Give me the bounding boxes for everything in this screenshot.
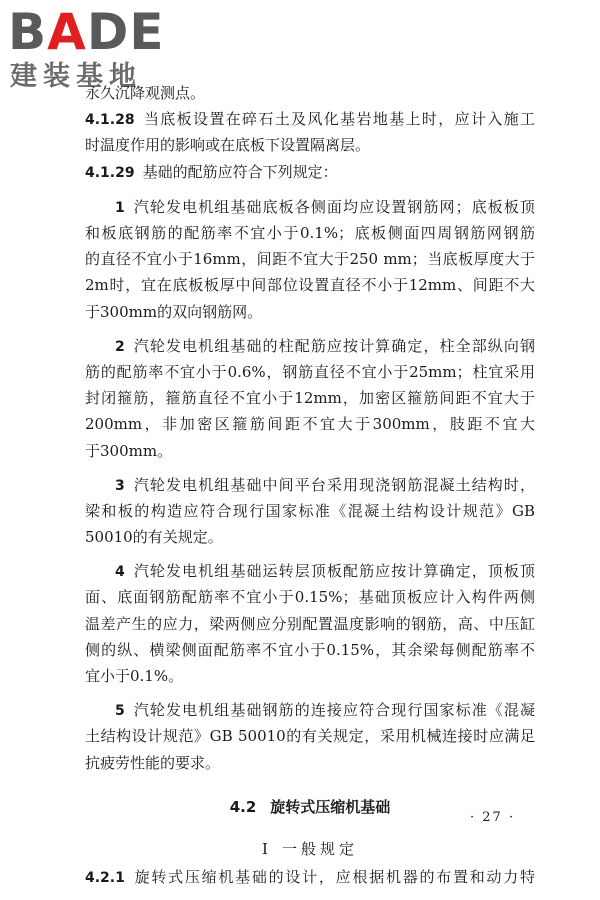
logo-subtitle: 建装基地 <box>10 61 142 92</box>
item-text: 的直径不宜小于16mm，间距不宜大于250 mm；当底板厚度大于 <box>85 250 535 269</box>
clause-4-2-1 <box>85 864 535 890</box>
item-text: 宜小于0.1%。 <box>85 667 184 686</box>
list-item-1 <box>85 194 535 325</box>
item-text: 于300mm的双向钢筋网。 <box>85 302 263 321</box>
item-number: 5 <box>115 703 125 720</box>
clause-number: 4.1.29 <box>85 164 135 181</box>
item-number: 1 <box>115 199 125 216</box>
item-text: 土结构设计规范》GB 50010的有关规定，采用机械连接时应满足 <box>85 727 535 746</box>
clause-number: 4.1.28 <box>85 112 135 129</box>
document-page <box>85 80 535 890</box>
item-text: 200mm，非加密区箍筋间距不宜大于300mm，肢距不宜大 <box>85 415 535 434</box>
clause-text: 当底板设置在碎石土及风化基岩地基上时，应计入施工 <box>142 110 535 129</box>
page-number: · 27 · <box>470 810 516 825</box>
item-text: 封闭箍筋，箍筋直径不宜小于12mm，加密区箍筋间距不宜大于 <box>85 389 535 408</box>
item-text: 50010的有关规定。 <box>85 528 223 547</box>
list-item-3 <box>85 472 535 551</box>
clause-number: 4.2.1 <box>85 870 125 887</box>
item-number: 4 <box>115 564 125 581</box>
list-item-2 <box>85 333 535 464</box>
item-text: 温差产生的应力，梁两侧应分别配置温度影响的钢筋，高、中压缸 <box>85 614 535 633</box>
item-text: 汽轮发电机组基础钢筋的连接应符合现行国家标准《混凝 <box>132 701 535 720</box>
item-text: 抗疲劳性能的要求。 <box>85 753 221 772</box>
item-number: 2 <box>115 338 125 355</box>
subsection-title: 一般规定 <box>281 840 358 859</box>
clause-text: 旋转式压缩机基础的设计，应根据机器的布置和动力特 <box>132 868 535 887</box>
clause-4-1-29 <box>85 159 535 186</box>
section-number: 4.2 <box>229 797 257 816</box>
item-text: 汽轮发电机组基础运转层顶板配筋应按计算确定，顶板顶 <box>132 562 535 581</box>
list-item-4 <box>85 558 535 689</box>
carry-over-line: 永久沉降观测点。 <box>85 84 206 102</box>
item-text: 汽轮发电机组基础中间平台采用现浇钢筋混凝土结构时， <box>132 475 535 494</box>
item-text: 和板底钢筋的配筋率不宜小于0.1%；底板侧面四周钢筋网钢筋 <box>85 223 535 242</box>
item-text: 2m时，宜在底板板厚中间部位设置直径不小于12mm、间距不大 <box>85 276 535 295</box>
item-text: 侧的纵、横梁侧面配筋率不宜小于0.15%，其余梁每侧配筋率不 <box>85 640 535 659</box>
subsection-roman: Ⅰ <box>262 840 268 859</box>
list-item-5 <box>85 697 535 776</box>
section-heading <box>85 794 535 820</box>
item-text: 汽轮发电机组基础底板各侧面均应设置钢筋网；底板板顶 <box>132 197 535 216</box>
clause-text: 基础的配筋应符合下列规定： <box>142 162 338 181</box>
logo-word: BADE <box>8 3 165 61</box>
item-text: 筋的配筋率不宜小于0.6%，钢筋直径不宜小于25mm；柱宜采用 <box>85 362 535 381</box>
clause-4-1-28 <box>85 106 535 158</box>
subsection-heading <box>85 836 535 862</box>
item-text: 面、底面钢筋配筋率不宜小于0.15%；基础顶板应计入构件两侧 <box>85 588 535 607</box>
item-number: 3 <box>115 477 125 494</box>
item-text: 于300mm。 <box>85 441 173 460</box>
clause-text: 时温度作用的影响或在底板下设置隔离层。 <box>85 136 371 155</box>
item-text: 汽轮发电机组基础的柱配筋应按计算确定，柱全部纵向钢 <box>132 336 535 355</box>
item-text: 梁和板的构造应符合现行国家标准《混凝土结构设计规范》GB <box>85 501 535 520</box>
section-title: 旋转式压缩机基础 <box>270 797 391 816</box>
